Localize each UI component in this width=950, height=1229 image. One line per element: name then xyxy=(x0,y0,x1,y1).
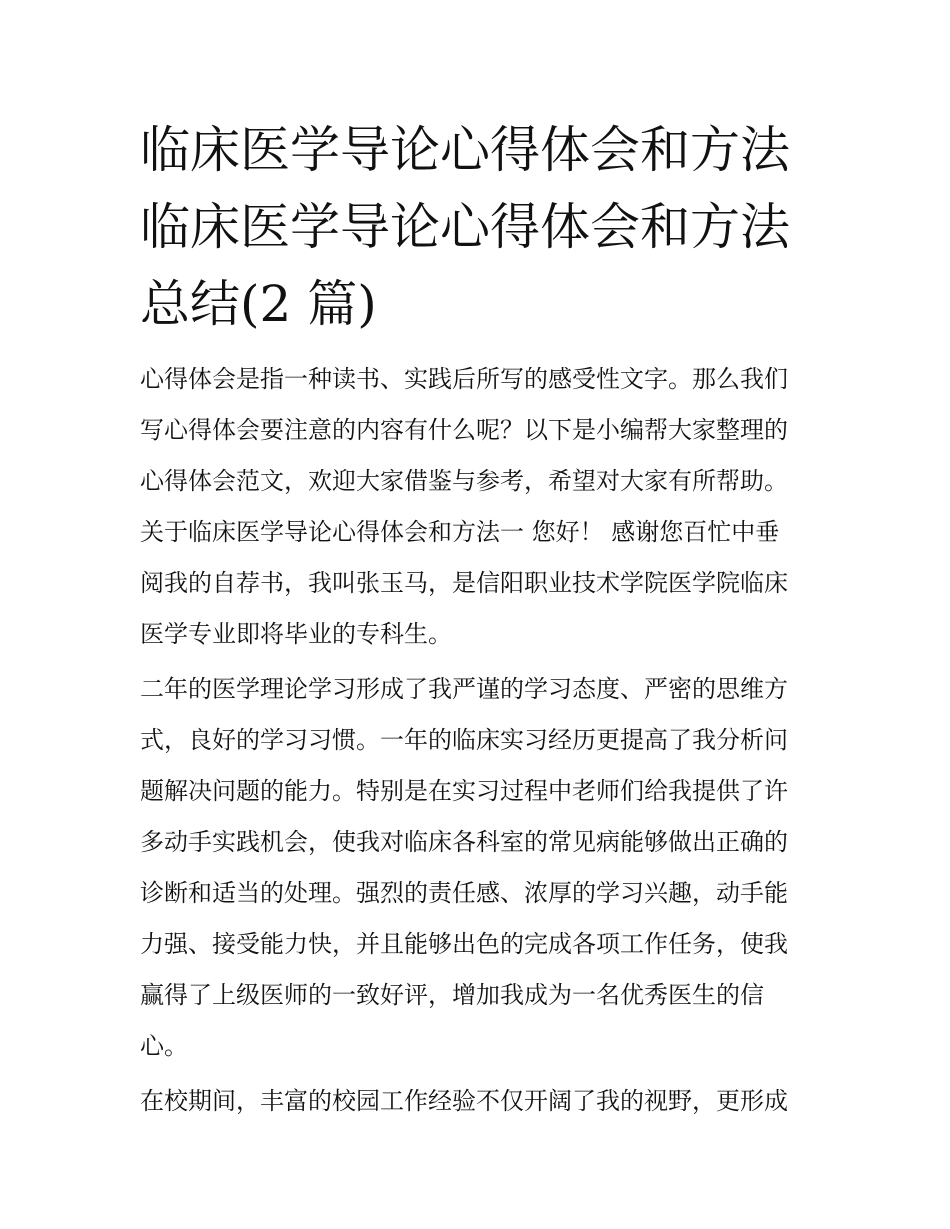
document-body xyxy=(140,354,820,1131)
text-line: 题解决问题的能力。特别是在实习过程中老师们给我提供了许 xyxy=(140,777,788,805)
text-line: 赢得了上级医师的一致好评，增加我成为一名优秀医生的信 xyxy=(140,981,764,1009)
text-line: 多动手实践机会，使我对临床各科室的常见病能够做出正确的 xyxy=(140,828,788,856)
paragraph xyxy=(140,1076,820,1127)
text-line: 写心得体会要注意的内容有什么呢？以下是小编帮大家整理的 xyxy=(140,416,788,444)
text-line: 力强、接受能力快，并且能够出色的完成各项工作任务，使我 xyxy=(140,930,788,958)
page-title xyxy=(140,112,820,343)
text-line: 心得体会是指一种读书、实践后所写的感受性文字。那么我们 xyxy=(140,365,788,393)
text-line: 心得体会范文，欢迎大家借鉴与参考，希望对大家有所帮助。 xyxy=(140,467,788,495)
text-line: 诊断和适当的处理。强烈的责任感、浓厚的学习兴趣，动手能 xyxy=(140,879,788,907)
text-line: 心。 xyxy=(140,1032,188,1060)
text-line: 二年的医学理论学习形成了我严谨的学习态度、严密的思维方 xyxy=(140,675,788,703)
text-line: 阅我的自荐书，我叫张玉马，是信阳职业技术学院医学院临床 xyxy=(140,569,788,597)
paragraph xyxy=(140,354,820,660)
text-line: 医学专业即将毕业的专科生。 xyxy=(140,620,452,648)
text-line: 式，良好的学习习惯。一年的临床实习经历更提高了我分析问 xyxy=(140,726,788,754)
text-line: 在校期间，丰富的校园工作经验不仅开阔了我的视野，更形成 xyxy=(140,1087,788,1115)
paragraph xyxy=(140,664,820,1072)
title-line: 临床医学导论心得体会和方法 xyxy=(140,198,790,256)
title-line: 总结(2 篇) xyxy=(140,275,377,333)
text-line: 关于临床医学导论心得体会和方法一 您好！ 感谢您百忙中垂 xyxy=(140,518,780,546)
title-line: 临床医学导论心得体会和方法 xyxy=(140,121,790,179)
